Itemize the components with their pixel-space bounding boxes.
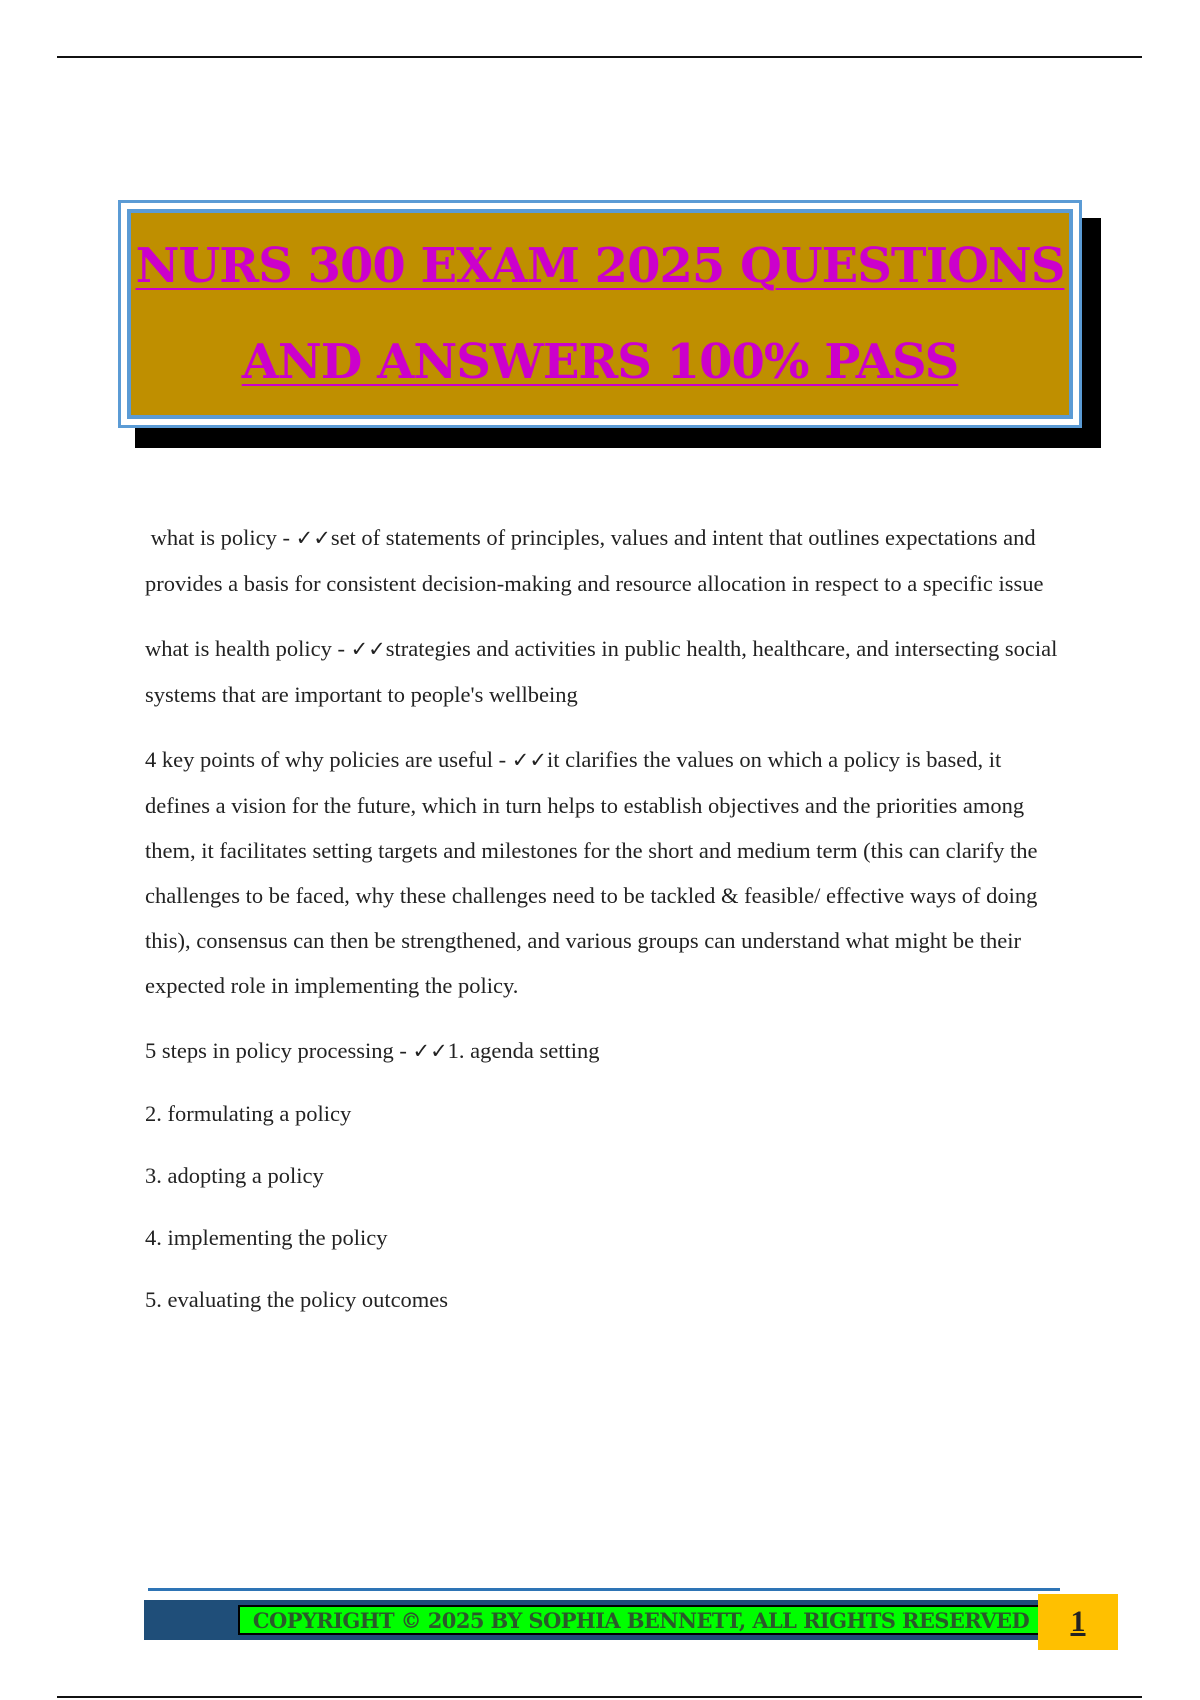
step-item: 3. adopting a policy (145, 1163, 324, 1188)
answer-text: it clarifies the values on which a policy is based, it defines a vision for the future, which in turn helps to establish objectives and the priorities among them, it facilitates setting targets and milestones for the short and medium term (this can clarify the challenges to be faced, why these challenges need to be tackled & feasible/ effective ways of doing this), consensus can then be strengthened, and various groups can understand what might be their expected role in implementing the policy. (145, 747, 1038, 998)
step-item: 5. evaluating the policy outcomes (145, 1287, 449, 1312)
checkmark-icon: ✓✓ (412, 1039, 448, 1063)
page-number: 1 (1070, 1605, 1086, 1638)
checkmark-icon: ✓✓ (350, 637, 386, 661)
qa-item (145, 515, 1065, 606)
title-line-2: AND ANSWERS 100% PASS (241, 334, 959, 390)
document-body (145, 515, 1065, 1339)
step-item: 2. formulating a policy (145, 1101, 352, 1126)
question-text: what is health policy - (145, 636, 351, 661)
bottom-rule (57, 1696, 1142, 1698)
page-number-box (1038, 1594, 1118, 1650)
checkmark-icon: ✓✓ (295, 526, 331, 550)
question-text: 4 key points of why policies are useful - (145, 747, 512, 772)
checkmark-icon: ✓✓ (511, 748, 547, 772)
question-text: 5 steps in policy processing - (145, 1038, 413, 1063)
qa-item (145, 1028, 1065, 1074)
footer-rule (148, 1588, 1060, 1591)
question-text: what is policy - (150, 525, 296, 550)
top-rule (57, 56, 1142, 58)
answer-text: set of statements of principles, values and intent that outlines expectations and provides a basis for consistent decision-making and resource allocation in respect to a specific issue (145, 525, 1044, 596)
title-banner-inner (127, 209, 1073, 419)
title-banner (118, 200, 1082, 428)
qa-item (145, 626, 1065, 717)
answer-text: 1. agenda setting (447, 1038, 600, 1063)
title-line-1: NURS 300 EXAM 2025 QUESTIONS (135, 238, 1065, 294)
qa-item (145, 737, 1065, 1008)
copyright-notice: COPYRIGHT © 2025 BY SOPHIA BENNETT, ALL RIGHTS RESERVED (238, 1605, 1044, 1635)
step-item: 4. implementing the policy (145, 1225, 388, 1250)
answer-text: strategies and activities in public health, healthcare, and intersecting social systems that are important to people's wellbeing (145, 636, 1058, 707)
